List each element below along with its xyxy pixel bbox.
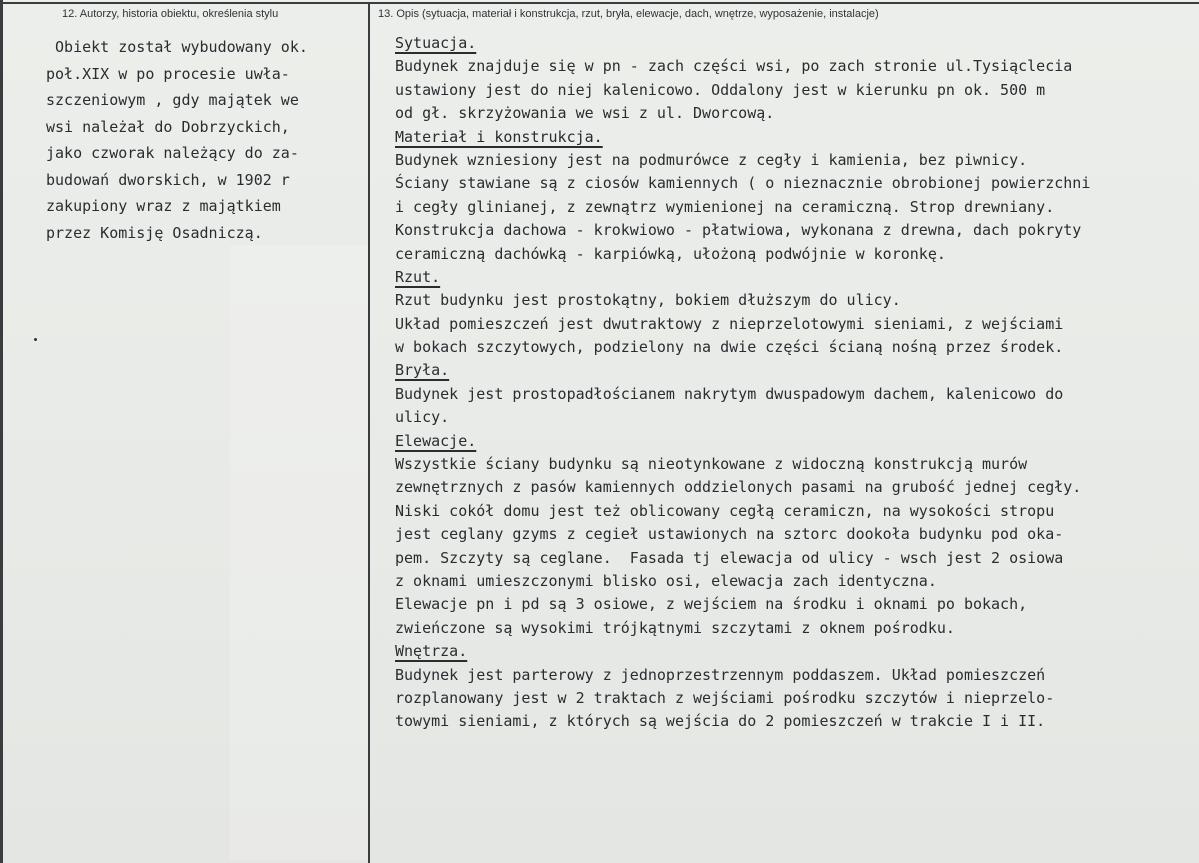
ink-dot	[34, 338, 37, 341]
history-line: poł.XIX w po procesie uwła-	[46, 64, 290, 83]
history-line: jako czworak należący do za-	[46, 144, 299, 162]
description-line: ulicy.	[395, 408, 450, 427]
section-12-header: 12. Autorzy, historia obiektu, określenia stylu	[62, 8, 279, 20]
description-line: Konstrukcja dachowa - krokwiowo - płatwiowa, wykonana z drewna, dach pokryty	[395, 221, 1082, 240]
description-line: Budynek znajduje się w pn - zach części wsi, po zach stronie ul.Tysiąclecia	[395, 57, 1073, 76]
description-line: Układ pomieszczeń jest dwutraktowy z nieprzelotowymi sieniami, z wejściami	[395, 314, 1064, 333]
description-line: pem. Szczyty są ceglane. Fasada tj elewacja od ulicy - wsch jest 2 osiowa	[395, 548, 1064, 567]
description-line: ustawiony jest do niej kalenicowo. Oddalony jest w kierunku pn ok. 500 m	[395, 80, 1046, 99]
description-line: Elewacje pn i pd są 3 osiowe, z wejściem na środku i oknami po bokach,	[395, 595, 1028, 614]
description-line: zewnętrznych z pasów kamiennych oddzielonych pasami na grubość jednej cegły.	[395, 478, 1082, 497]
paper-patch	[230, 245, 368, 860]
section-13-header: 13. Opis (sytuacja, materiał i konstrukcja, rzut, bryła, elewacje, dach, wnętrze, wyposażenie, instalacje)	[378, 8, 879, 20]
description-line: Ściany stawiane są z ciosów kamiennych ( o nieznacznie obrobionej powierzchni	[395, 174, 1091, 193]
description-line: jest ceglany gzyms z cegieł ustawionych na sztorc dookoła budynku pod oka-	[395, 525, 1064, 544]
section-heading: Materiał i konstrukcja.	[395, 127, 603, 146]
section-heading: Elewacje.	[395, 431, 477, 450]
description-line: i cegły glinianej, z zewnątrz wymienionej na ceramiczną. Strop drewniany.	[395, 197, 1055, 216]
description-line: zwieńczone są wysokimi trójkątnymi szczytami z oknem pośrodku.	[395, 618, 955, 637]
history-line: budowań dworskich, w 1902 r	[46, 170, 290, 189]
history-line: zakupiony wraz z majątkiem	[46, 197, 281, 215]
description-line: w bokach szczytowych, podzielony na dwie części ścianą nośną przez środek.	[395, 338, 1064, 357]
description-line: Wszystkie ściany budynku są nieotynkowane z widoczną konstrukcją murów	[395, 455, 1028, 474]
description-column	[395, 32, 1195, 734]
history-line: wsi należał do Dobrzyckich,	[46, 117, 290, 136]
description-line: rozplanowany jest w 2 traktach z wejściami pośrodku szczytów i nieprzelo-	[395, 688, 1055, 707]
description-line: Niski cokół domu jest też oblicowany cegłą ceramiczn, na wysokości stropu	[395, 501, 1055, 520]
column-divider	[368, 4, 370, 863]
top-border	[0, 2, 1199, 4]
section-heading: Sytuacja.	[395, 34, 477, 52]
description-line: Budynek wzniesiony jest na podmurówce z cegły i kamienia, bez piwnicy.	[395, 150, 1028, 169]
history-column	[46, 34, 366, 246]
description-line: towymi sieniami, z których są wejścia do 2 pomieszczeń w trakcie I i II.	[395, 712, 1046, 731]
section-heading: Bryła.	[395, 361, 450, 380]
description-line: ceramiczną dachówką - karpiówką, ułożoną podwójnie w koronkę.	[395, 244, 946, 263]
history-line: szczeniowym , gdy majątek we	[46, 91, 299, 109]
description-line: Budynek jest parterowy z jednoprzestrzennym poddaszem. Układ pomieszczeń	[395, 665, 1046, 684]
description-line: Rzut budynku jest prostokątny, bokiem dłuższym do ulicy.	[395, 291, 901, 310]
left-border	[0, 0, 3, 863]
history-line: Obiekt został wybudowany ok.	[46, 38, 308, 56]
section-heading: Wnętrza.	[395, 642, 468, 661]
description-line: od gł. skrzyżowania we wsi z ul. Dworcową.	[395, 104, 775, 123]
description-line: z oknami umieszczonymi blisko osi, elewacja zach identyczna.	[395, 571, 937, 590]
description-line: Budynek jest prostopadłościanem nakrytym dwuspadowym dachem, kalenicowo do	[395, 384, 1064, 403]
section-heading: Rzut.	[395, 267, 441, 286]
history-line: przez Komisję Osadniczą.	[46, 223, 263, 242]
